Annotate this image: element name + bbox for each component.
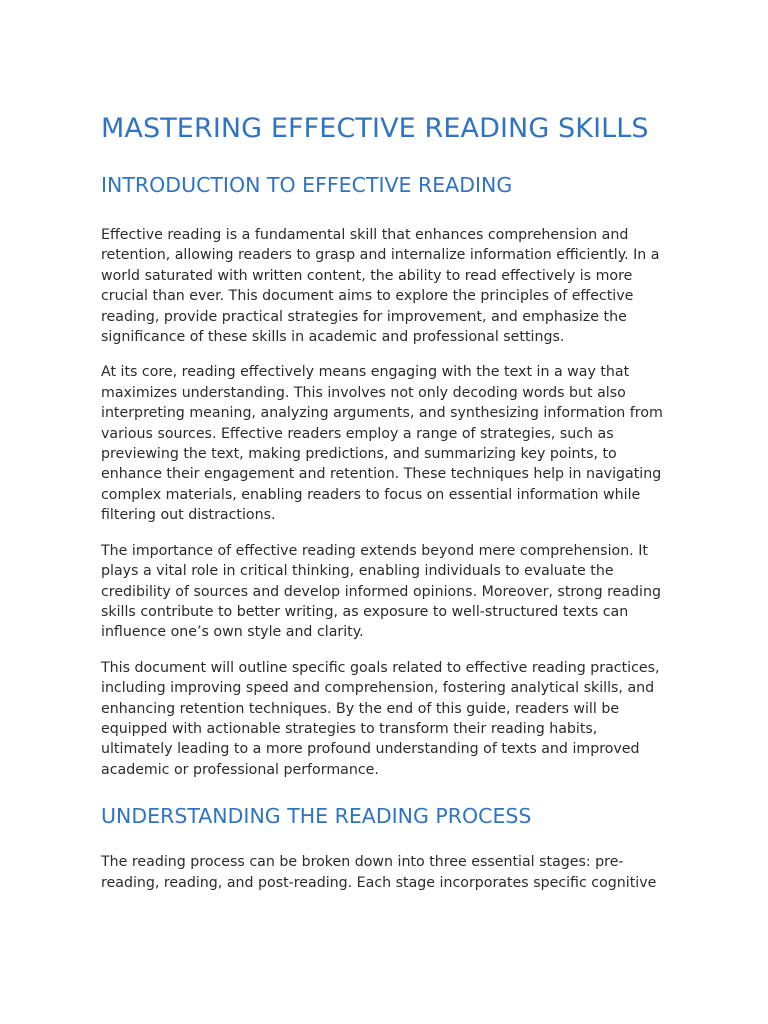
intro-paragraph-1: Effective reading is a fundamental skill that enhances comprehension and retention, allowing readers to grasp and internalize information efficiently. In a world saturated with written content, the ability to read effectively is more crucial than ever. This document aims to explore the principles of effective reading, provide practical strategies for improvement, and emphasize the significance of these skills in academic and professional settings.	[101, 227, 660, 346]
intro-paragraph-4: This document will outline specific goals related to effective reading practices, including improving speed and comprehension, fostering analytical skills, and enhancing retention techniques. By the end of this guide, readers will be equipped with actionable strategies to transform their reading habits, ultimately leading to a more profound understanding of texts and improved academic or professional performance.	[101, 659, 660, 778]
document-title: MASTERING EFFECTIVE READING SKILLS	[101, 113, 649, 144]
section-heading-reading-process: UNDERSTANDING THE READING PROCESS	[101, 804, 532, 829]
section-heading-introduction: INTRODUCTION TO EFFECTIVE READING	[101, 173, 513, 197]
document-page	[101, 108, 671, 893]
intro-paragraph-3: The importance of effective reading extends beyond mere comprehension. It plays a vital role in critical thinking, enabling individuals to evaluate the credibility of sources and develop informed opinions. Moreover, strong reading skills contribute to better writing, as exposure to well-structured texts can influence one’s own style and clarity.	[101, 542, 661, 641]
reading-process-paragraph-1: The reading process can be broken down into three essential stages: pre-reading, reading, and post-reading. Each stage incorporates specific cognitive	[101, 854, 657, 891]
intro-paragraph-2: At its core, reading effectively means engaging with the text in a way that maximizes understanding. This involves not only decoding words but also interpreting meaning, analyzing arguments, and synthesizing information from various sources. Effective readers employ a range of strategies, such as previewing the text, making predictions, and summarizing key points, to enhance their engagement and retention. These techniques help in navigating complex materials, enabling readers to focus on essential information while filtering out distractions.	[101, 364, 663, 524]
